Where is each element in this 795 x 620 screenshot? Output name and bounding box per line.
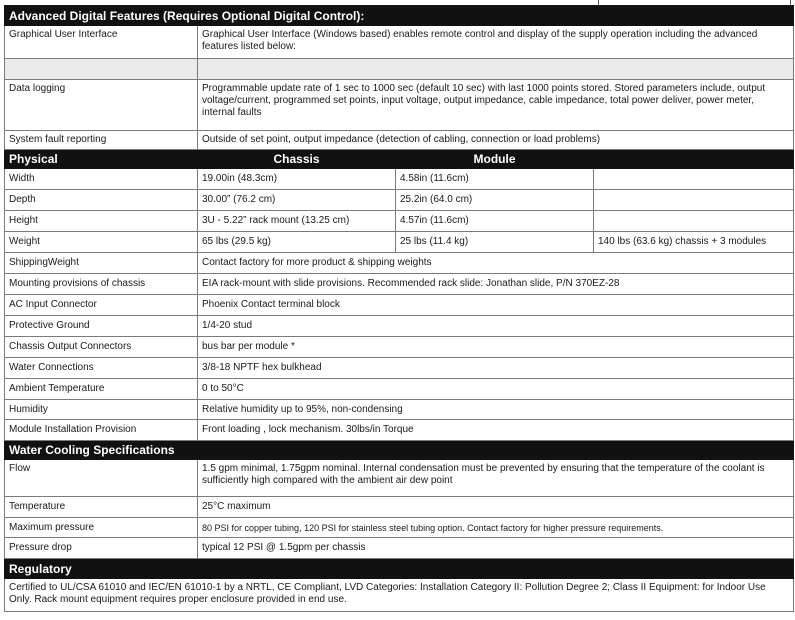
section-header-regulatory bbox=[5, 559, 794, 579]
chassis-value: 19.00in (48.3cm) bbox=[198, 169, 396, 190]
module-value: 25.2in (64.0 cm) bbox=[396, 190, 594, 211]
spec-row bbox=[5, 400, 794, 420]
spec-value: 1.5 gpm minimal, 1.75gpm nominal. Internal condensation must be prevented by ensuring that the temperature of the coolant is sufficiently high compared with the ambient air dew point bbox=[198, 460, 794, 497]
spec-label: Mounting provisions of chassis bbox=[5, 274, 198, 295]
spec-row bbox=[5, 538, 794, 559]
spec-label: AC Input Connector bbox=[5, 295, 198, 316]
dimension-row bbox=[5, 190, 794, 211]
dimension-row bbox=[5, 232, 794, 253]
spec-row bbox=[5, 253, 794, 274]
spec-row bbox=[5, 379, 794, 400]
spec-value: typical 12 PSI @ 1.5gpm per chassis bbox=[198, 538, 794, 559]
spec-label: Module Installation Provision bbox=[5, 420, 198, 441]
spec-value: 1/4-20 stud bbox=[198, 316, 794, 337]
spec-value: EIA rack-mount with slide provisions. Recommended rack slide: Jonathan slide, P/N 370EZ-28 bbox=[198, 274, 794, 295]
spec-label bbox=[5, 59, 198, 80]
chassis-value: 3U - 5.22” rack mount (13.25 cm) bbox=[198, 211, 396, 232]
spec-row bbox=[5, 274, 794, 295]
spec-label: Weight bbox=[5, 232, 198, 253]
spec-value: 25°C maximum bbox=[198, 497, 794, 518]
spec-label: Maximum pressure bbox=[5, 518, 198, 538]
spec-value: Front loading , lock mechanism. 30lbs/in Torque bbox=[198, 420, 794, 441]
spec-value: 80 PSI for copper tubing, 120 PSI for stainless steel tubing option. Contact factory for higher pressure requirements. bbox=[198, 518, 794, 538]
spec-row bbox=[5, 295, 794, 316]
spec-label: Protective Ground bbox=[5, 316, 198, 337]
spec-label: Temperature bbox=[5, 497, 198, 518]
spec-table bbox=[4, 5, 794, 612]
spec-value: bus bar per module * bbox=[198, 337, 794, 358]
spec-value: Graphical User Interface (Windows based) enables remote control and display of the supply operation including the advanced features listed below: bbox=[198, 26, 794, 59]
spec-label: System fault reporting bbox=[5, 131, 198, 150]
regulatory-row bbox=[5, 579, 794, 612]
spec-label: Width bbox=[5, 169, 198, 190]
spec-label: Flow bbox=[5, 460, 198, 497]
spec-row bbox=[5, 518, 794, 538]
spec-label: Chassis Output Connectors bbox=[5, 337, 198, 358]
spec-row bbox=[5, 316, 794, 337]
extra-value bbox=[594, 169, 794, 190]
spec-value: Programmable update rate of 1 sec to 1000 sec (default 10 sec) with last 1000 points stored. Stored parameters include, output voltage/current, programmed set points, input voltage, output impedance, cable impedance, total power deliver, power meter, internal faults bbox=[198, 80, 794, 131]
section-header-cooling bbox=[5, 441, 794, 460]
spec-value: Relative humidity up to 95%, non-condensing bbox=[198, 400, 794, 420]
column-header-blank bbox=[594, 150, 794, 169]
section-title: Water Cooling Specifications bbox=[5, 441, 794, 460]
dimension-row bbox=[5, 211, 794, 232]
spec-row bbox=[5, 26, 794, 59]
spec-value: Outside of set point, output impedance (detection of cabling, connection or load problems) bbox=[198, 131, 794, 150]
spec-label: Depth bbox=[5, 190, 198, 211]
spec-label: Water Connections bbox=[5, 358, 198, 379]
section-title: Regulatory bbox=[5, 559, 794, 579]
module-value: 25 lbs (11.4 kg) bbox=[396, 232, 594, 253]
spec-row bbox=[5, 337, 794, 358]
spec-row bbox=[5, 358, 794, 379]
spec-label: Humidity bbox=[5, 400, 198, 420]
spec-row-empty bbox=[5, 59, 794, 80]
section-title: Physical bbox=[5, 150, 198, 169]
spec-value bbox=[198, 59, 794, 80]
spec-label: ShippingWeight bbox=[5, 253, 198, 274]
spec-value: Phoenix Contact terminal block bbox=[198, 295, 794, 316]
spec-label: Data logging bbox=[5, 80, 198, 131]
extra-value bbox=[594, 211, 794, 232]
spec-row bbox=[5, 497, 794, 518]
chassis-value: 65 lbs (29.5 kg) bbox=[198, 232, 396, 253]
spec-row bbox=[5, 420, 794, 441]
column-header-module: Module bbox=[396, 150, 594, 169]
section-title: Advanced Digital Features (Requires Optional Digital Control): bbox=[5, 6, 794, 26]
spec-label: Height bbox=[5, 211, 198, 232]
extra-value bbox=[594, 190, 794, 211]
module-value: 4.57in (11.6cm) bbox=[396, 211, 594, 232]
spec-label: Ambient Temperature bbox=[5, 379, 198, 400]
spec-row bbox=[5, 460, 794, 497]
chassis-value: 30.00” (76.2 cm) bbox=[198, 190, 396, 211]
spec-label: Pressure drop bbox=[5, 538, 198, 559]
column-header-chassis: Chassis bbox=[198, 150, 396, 169]
spec-value: 3/8-18 NPTF hex bulkhead bbox=[198, 358, 794, 379]
dimension-row bbox=[5, 169, 794, 190]
section-header-digital bbox=[5, 6, 794, 26]
spec-row bbox=[5, 131, 794, 150]
spec-value: 0 to 50°C bbox=[198, 379, 794, 400]
section-header-physical bbox=[5, 150, 794, 169]
module-value: 4.58in (11.6cm) bbox=[396, 169, 594, 190]
extra-value: 140 lbs (63.6 kg) chassis + 3 modules bbox=[594, 232, 794, 253]
spec-value: Contact factory for more product & shipping weights bbox=[198, 253, 794, 274]
spec-label: Graphical User Interface bbox=[5, 26, 198, 59]
regulatory-text: Certified to UL/CSA 61010 and IEC/EN 61010-1 by a NRTL, CE Compliant, LVD Categories: Installation Category II: Pollution Degree 2; Class II Equipment: for Indoor Use Only. Rack mount equipment requires proper enclosure provided in end use. bbox=[5, 579, 794, 612]
spec-row bbox=[5, 80, 794, 131]
